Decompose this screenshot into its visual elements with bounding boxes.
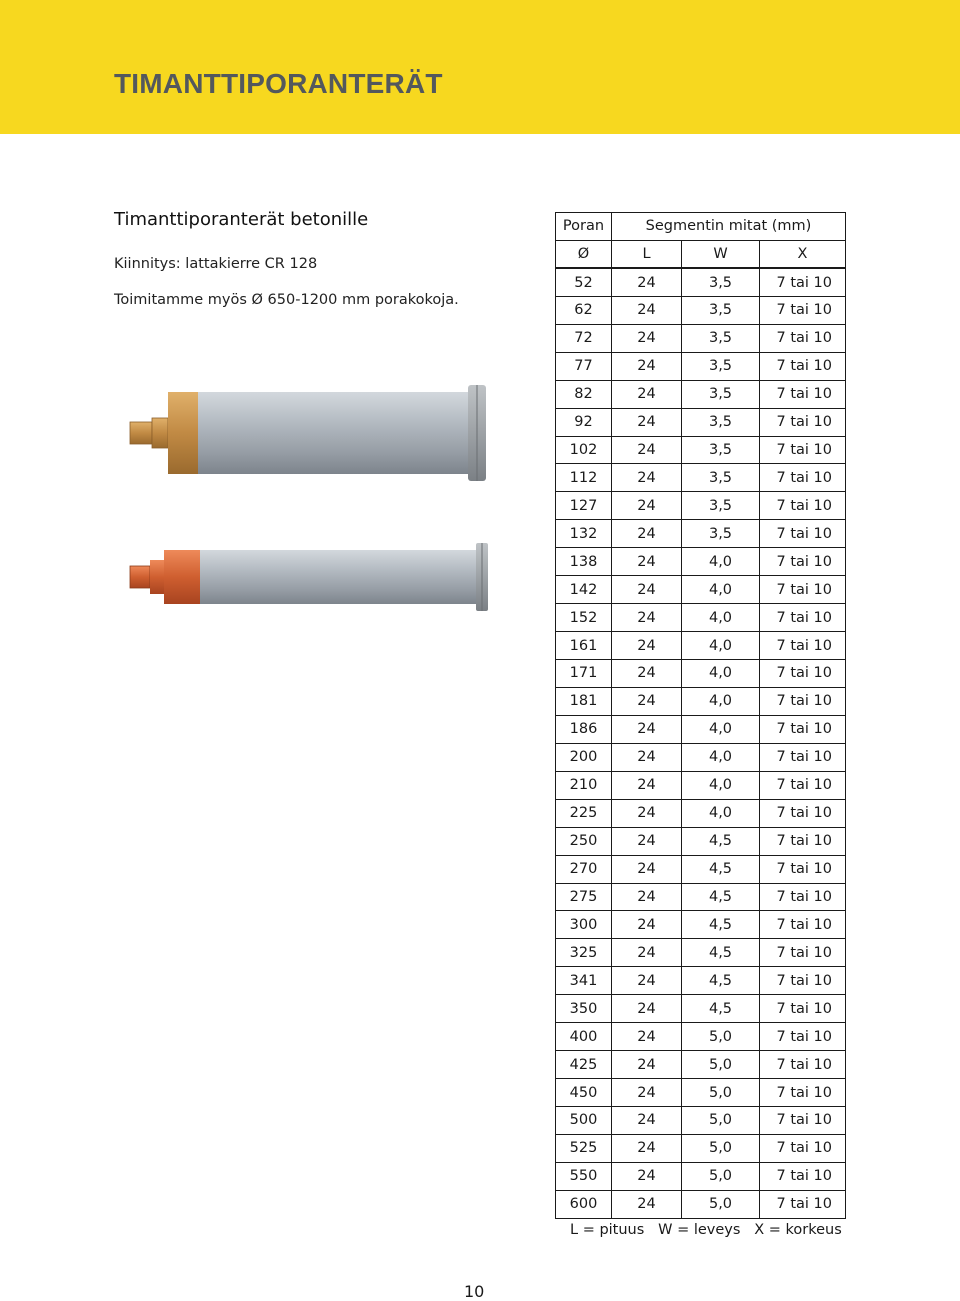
length-cell: 24 <box>612 296 682 324</box>
width-cell: 4,0 <box>682 771 760 799</box>
diameter-cell: 270 <box>556 855 612 883</box>
segment-header: Segmentin mitat (mm) <box>612 213 846 241</box>
height-cell: 7 tai 10 <box>760 380 846 408</box>
diameter-cell: 350 <box>556 995 612 1023</box>
table-row <box>556 1134 846 1162</box>
segment-dimensions-table <box>555 212 846 1219</box>
diameter-cell: 400 <box>556 1023 612 1051</box>
diameter-cell: 200 <box>556 743 612 771</box>
width-cell: 3,5 <box>682 324 760 352</box>
diameter-cell: 102 <box>556 436 612 464</box>
length-cell: 24 <box>612 1023 682 1051</box>
table-row <box>556 408 846 436</box>
diameter-cell: 300 <box>556 911 612 939</box>
diameter-header: Ø <box>556 240 612 268</box>
height-cell: 7 tai 10 <box>760 911 846 939</box>
width-cell: 4,5 <box>682 855 760 883</box>
height-cell: 7 tai 10 <box>760 799 846 827</box>
length-cell: 24 <box>612 632 682 660</box>
table-row <box>556 771 846 799</box>
length-cell: 24 <box>612 939 682 967</box>
diameter-cell: 92 <box>556 408 612 436</box>
length-cell: 24 <box>612 1051 682 1079</box>
width-cell: 4,5 <box>682 967 760 995</box>
table-row <box>556 1079 846 1107</box>
height-cell: 7 tai 10 <box>760 632 846 660</box>
length-cell: 24 <box>612 380 682 408</box>
length-cell: 24 <box>612 604 682 632</box>
height-cell: 7 tai 10 <box>760 1134 846 1162</box>
length-cell: 24 <box>612 743 682 771</box>
table-row <box>556 324 846 352</box>
table-row <box>556 687 846 715</box>
width-cell: 3,5 <box>682 520 760 548</box>
table-subheader-row <box>556 240 846 268</box>
table-row <box>556 436 846 464</box>
diameter-cell: 152 <box>556 604 612 632</box>
length-cell: 24 <box>612 715 682 743</box>
table-row <box>556 827 846 855</box>
height-cell: 7 tai 10 <box>760 771 846 799</box>
length-cell: 24 <box>612 771 682 799</box>
table-row <box>556 576 846 604</box>
diameter-cell: 325 <box>556 939 612 967</box>
width-cell: 3,5 <box>682 268 760 296</box>
length-cell: 24 <box>612 436 682 464</box>
width-cell: 3,5 <box>682 464 760 492</box>
table-row <box>556 743 846 771</box>
diameter-cell: 72 <box>556 324 612 352</box>
header-band <box>0 0 960 134</box>
length-cell: 24 <box>612 408 682 436</box>
table-legend: L = pituus W = leveys X = korkeus <box>570 1222 842 1238</box>
width-cell: 3,5 <box>682 492 760 520</box>
width-cell: 4,0 <box>682 715 760 743</box>
length-cell: 24 <box>612 324 682 352</box>
table-row <box>556 268 846 296</box>
page-title: TIMANTTIPORANTERÄT <box>114 68 443 99</box>
length-cell: 24 <box>612 911 682 939</box>
diameter-cell: 341 <box>556 967 612 995</box>
height-cell: 7 tai 10 <box>760 520 846 548</box>
length-cell: 24 <box>612 352 682 380</box>
width-cell: 4,5 <box>682 995 760 1023</box>
length-cell: 24 <box>612 520 682 548</box>
table-row <box>556 855 846 883</box>
width-cell: 4,0 <box>682 632 760 660</box>
table-row <box>556 799 846 827</box>
table-row <box>556 296 846 324</box>
mount-info: Kiinnitys: lattakierre CR 128 <box>114 256 318 272</box>
length-cell: 24 <box>612 576 682 604</box>
length-cell: 24 <box>612 995 682 1023</box>
height-cell: 7 tai 10 <box>760 408 846 436</box>
width-header: W <box>682 240 760 268</box>
drill-header: Poran <box>556 213 612 241</box>
width-cell: 5,0 <box>682 1051 760 1079</box>
width-cell: 5,0 <box>682 1190 760 1218</box>
diameter-cell: 550 <box>556 1162 612 1190</box>
diameter-cell: 210 <box>556 771 612 799</box>
height-cell: 7 tai 10 <box>760 324 846 352</box>
diameter-cell: 127 <box>556 492 612 520</box>
diameter-cell: 77 <box>556 352 612 380</box>
table-row <box>556 604 846 632</box>
width-cell: 4,0 <box>682 548 760 576</box>
diameter-cell: 171 <box>556 660 612 688</box>
table-header-row <box>556 213 846 241</box>
length-cell: 24 <box>612 687 682 715</box>
diameter-cell: 525 <box>556 1134 612 1162</box>
diameter-cell: 186 <box>556 715 612 743</box>
width-cell: 4,0 <box>682 604 760 632</box>
table-row <box>556 1023 846 1051</box>
table-row <box>556 380 846 408</box>
height-cell: 7 tai 10 <box>760 855 846 883</box>
length-cell: 24 <box>612 464 682 492</box>
diameter-cell: 181 <box>556 687 612 715</box>
length-cell: 24 <box>612 268 682 296</box>
table-row <box>556 352 846 380</box>
length-cell: 24 <box>612 1107 682 1135</box>
diameter-cell: 142 <box>556 576 612 604</box>
diameter-cell: 450 <box>556 1079 612 1107</box>
diameter-cell: 250 <box>556 827 612 855</box>
height-cell: 7 tai 10 <box>760 687 846 715</box>
width-cell: 3,5 <box>682 352 760 380</box>
diameter-cell: 52 <box>556 268 612 296</box>
width-cell: 4,0 <box>682 576 760 604</box>
length-cell: 24 <box>612 1079 682 1107</box>
height-cell: 7 tai 10 <box>760 1023 846 1051</box>
width-cell: 4,0 <box>682 799 760 827</box>
width-cell: 3,5 <box>682 436 760 464</box>
length-cell: 24 <box>612 883 682 911</box>
height-cell: 7 tai 10 <box>760 268 846 296</box>
width-cell: 4,0 <box>682 687 760 715</box>
table-row <box>556 939 846 967</box>
height-cell: 7 tai 10 <box>760 660 846 688</box>
height-cell: 7 tai 10 <box>760 548 846 576</box>
height-cell: 7 tai 10 <box>760 1079 846 1107</box>
table-row <box>556 1162 846 1190</box>
length-cell: 24 <box>612 1190 682 1218</box>
delivery-info: Toimitamme myös Ø 650-1200 mm porakokoja. <box>114 292 459 308</box>
diameter-cell: 275 <box>556 883 612 911</box>
length-cell: 24 <box>612 660 682 688</box>
length-cell: 24 <box>612 1134 682 1162</box>
width-cell: 5,0 <box>682 1134 760 1162</box>
table-row <box>556 883 846 911</box>
height-cell: 7 tai 10 <box>760 995 846 1023</box>
height-cell: 7 tai 10 <box>760 743 846 771</box>
large-drill-bit <box>130 385 486 481</box>
table-row <box>556 1051 846 1079</box>
height-cell: 7 tai 10 <box>760 1107 846 1135</box>
width-cell: 5,0 <box>682 1079 760 1107</box>
length-cell: 24 <box>612 548 682 576</box>
height-cell: 7 tai 10 <box>760 436 846 464</box>
table-row <box>556 1190 846 1218</box>
diameter-cell: 82 <box>556 380 612 408</box>
width-cell: 5,0 <box>682 1162 760 1190</box>
table-row <box>556 548 846 576</box>
table-row <box>556 520 846 548</box>
diamond-core-drill-bit-icon <box>120 380 490 620</box>
height-cell: 7 tai 10 <box>760 939 846 967</box>
length-cell: 24 <box>612 492 682 520</box>
table-row <box>556 660 846 688</box>
diameter-cell: 425 <box>556 1051 612 1079</box>
width-cell: 3,5 <box>682 408 760 436</box>
page-number: 10 <box>464 1282 485 1301</box>
table-row <box>556 995 846 1023</box>
width-cell: 4,0 <box>682 660 760 688</box>
height-header: X <box>760 240 846 268</box>
height-cell: 7 tai 10 <box>760 296 846 324</box>
width-cell: 5,0 <box>682 1023 760 1051</box>
width-cell: 4,5 <box>682 939 760 967</box>
diameter-cell: 161 <box>556 632 612 660</box>
diameter-cell: 62 <box>556 296 612 324</box>
height-cell: 7 tai 10 <box>760 967 846 995</box>
width-cell: 3,5 <box>682 296 760 324</box>
length-cell: 24 <box>612 827 682 855</box>
length-cell: 24 <box>612 799 682 827</box>
length-cell: 24 <box>612 855 682 883</box>
diameter-cell: 138 <box>556 548 612 576</box>
table-row <box>556 464 846 492</box>
height-cell: 7 tai 10 <box>760 1190 846 1218</box>
height-cell: 7 tai 10 <box>760 604 846 632</box>
height-cell: 7 tai 10 <box>760 492 846 520</box>
diameter-cell: 500 <box>556 1107 612 1135</box>
height-cell: 7 tai 10 <box>760 715 846 743</box>
table-row <box>556 1107 846 1135</box>
height-cell: 7 tai 10 <box>760 883 846 911</box>
height-cell: 7 tai 10 <box>760 827 846 855</box>
small-drill-bit <box>130 543 488 611</box>
width-cell: 4,5 <box>682 827 760 855</box>
width-cell: 5,0 <box>682 1107 760 1135</box>
height-cell: 7 tai 10 <box>760 352 846 380</box>
height-cell: 7 tai 10 <box>760 576 846 604</box>
height-cell: 7 tai 10 <box>760 464 846 492</box>
table-row <box>556 911 846 939</box>
length-cell: 24 <box>612 967 682 995</box>
length-header: L <box>612 240 682 268</box>
width-cell: 4,5 <box>682 883 760 911</box>
width-cell: 4,0 <box>682 743 760 771</box>
height-cell: 7 tai 10 <box>760 1051 846 1079</box>
diameter-cell: 112 <box>556 464 612 492</box>
section-title: Timanttiporanterät betonille <box>114 209 369 230</box>
table-row <box>556 492 846 520</box>
width-cell: 3,5 <box>682 380 760 408</box>
diameter-cell: 132 <box>556 520 612 548</box>
table-row <box>556 632 846 660</box>
length-cell: 24 <box>612 1162 682 1190</box>
width-cell: 4,5 <box>682 911 760 939</box>
diameter-cell: 225 <box>556 799 612 827</box>
diameter-cell: 600 <box>556 1190 612 1218</box>
table-row <box>556 715 846 743</box>
height-cell: 7 tai 10 <box>760 1162 846 1190</box>
table-row <box>556 967 846 995</box>
